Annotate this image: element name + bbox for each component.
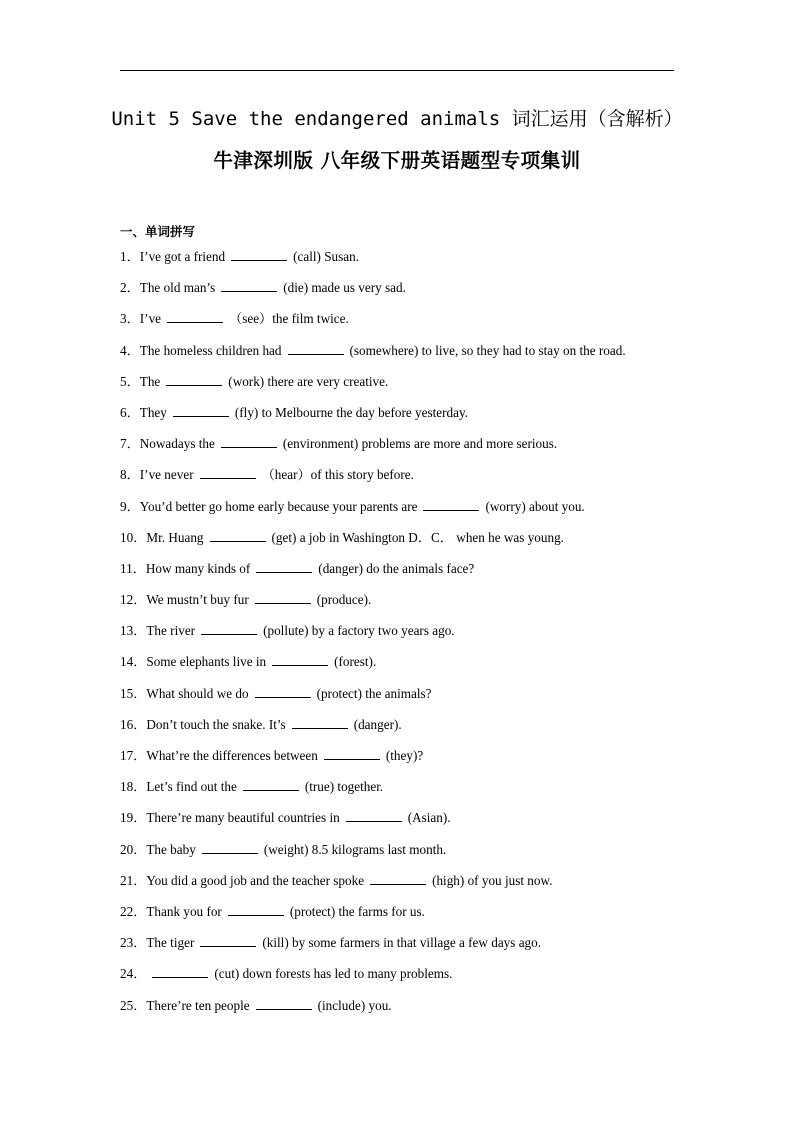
item-number: 8． [120, 467, 140, 483]
answer-blank[interactable] [166, 373, 222, 386]
item-text-before: The baby [146, 841, 196, 857]
item-text-before: We mustn’t buy fur [146, 592, 249, 608]
item-text-before: Don’t touch the snake. It’s [146, 716, 286, 732]
item-number: 6． [120, 404, 140, 420]
exercise-item [120, 310, 680, 341]
item-text-before: There’re ten people [146, 997, 250, 1013]
item-text-after: (danger). [353, 716, 402, 732]
exercise-item [120, 498, 680, 529]
exercise-item [120, 903, 680, 934]
item-text-before: What should we do [146, 685, 249, 701]
item-number: 18． [120, 779, 147, 795]
exercise-item [120, 529, 680, 560]
item-text-after: (cut) down forests has led to many problems. [214, 966, 453, 982]
item-text-before: I’ve got a friend [139, 249, 226, 264]
exercise-item [120, 560, 680, 591]
item-number: 24． [120, 966, 147, 982]
answer-blank[interactable] [221, 435, 277, 448]
answer-blank[interactable] [256, 997, 312, 1010]
exercise-item [120, 279, 680, 310]
answer-blank[interactable] [167, 310, 223, 323]
item-text-before: The river [146, 623, 196, 639]
item-text-after: (die) made us very sad. [283, 280, 406, 296]
item-number: 20． [120, 841, 147, 857]
section-heading: 一、单词拼写 [120, 224, 196, 239]
exercise-item [120, 653, 680, 684]
answer-blank[interactable] [201, 622, 257, 635]
answer-blank[interactable] [173, 404, 229, 417]
answer-blank[interactable] [200, 466, 256, 479]
item-text-before: The old man’s [139, 280, 216, 296]
item-number: 7． [120, 436, 140, 452]
item-text-after: (pollute) by a factory two years ago. [263, 623, 455, 639]
item-text-before: What’re the differences between [146, 748, 318, 763]
item-text-after: (work) there are very creative. [228, 373, 389, 389]
item-number: 17． [120, 748, 147, 763]
answer-blank[interactable] [272, 653, 328, 666]
answer-blank[interactable] [231, 248, 287, 261]
item-text-after: (somewhere) to live, so they had to stay on the road. [349, 342, 626, 358]
item-number: 25． [120, 997, 147, 1013]
answer-blank[interactable] [228, 903, 284, 916]
exercise-item [120, 809, 680, 840]
item-text-after: (they)? [385, 748, 424, 763]
exercise-item [120, 965, 680, 996]
item-text-before: Mr. Huang [146, 529, 204, 545]
exercise-item [120, 591, 680, 622]
item-number: 13． [120, 623, 147, 639]
answer-blank[interactable] [202, 841, 258, 854]
answer-blank[interactable] [255, 685, 311, 698]
item-number: 19． [120, 810, 147, 826]
item-text-after: (get) a job in Washington D．C． when he was young. [271, 529, 564, 545]
answer-blank[interactable] [423, 498, 479, 511]
item-text-before: The tiger [146, 935, 195, 951]
item-text-before: How many kinds of [145, 560, 251, 576]
item-text-before: There’re many beautiful countries in [146, 810, 340, 826]
item-text-after: (environment) problems are more and more serious. [282, 436, 558, 452]
exercise-item [120, 342, 680, 373]
item-text-after: （see）the film twice. [229, 311, 349, 327]
item-number: 16． [120, 716, 147, 732]
item-number: 23． [120, 935, 147, 951]
item-text-after: (high) of you just now. [432, 872, 553, 888]
item-number: 14． [120, 654, 147, 670]
exercise-item [120, 622, 680, 653]
document-subtitle: 牛津深圳版 八年级下册英语题型专项集训 [213, 149, 581, 172]
item-number: 5． [120, 373, 140, 389]
item-text-before: The homeless children had [139, 342, 282, 358]
exercise-item [120, 997, 680, 1028]
item-text-before: Some elephants live in [146, 654, 267, 670]
exercise-item [120, 934, 680, 965]
item-text-after: (kill) by some farmers in that village a few days ago. [262, 935, 542, 951]
item-text-after: (produce). [316, 592, 372, 608]
item-text-before: I’ve never [139, 467, 194, 483]
item-number: 1． [120, 249, 140, 264]
answer-blank[interactable] [152, 965, 208, 978]
item-text-after: (Asian). [407, 810, 451, 826]
item-number: 15． [120, 685, 147, 701]
item-number: 3． [120, 311, 140, 327]
exercise-item [120, 685, 680, 716]
item-number: 9． [120, 498, 140, 514]
item-number: 21． [120, 872, 147, 888]
answer-blank[interactable] [346, 809, 402, 822]
item-text-before: You did a good job and the teacher spoke [146, 872, 365, 888]
item-text-after: (true) together. [304, 779, 384, 795]
item-number: 4． [120, 342, 140, 358]
exercise-list [120, 248, 680, 1028]
exercise-item [120, 466, 680, 497]
answer-blank[interactable] [221, 279, 277, 292]
exercise-item [120, 778, 680, 809]
item-text-after: (call) Susan. [293, 249, 360, 264]
exercise-item [120, 373, 680, 404]
answer-blank[interactable] [255, 591, 311, 604]
exercise-item [120, 841, 680, 872]
item-text-before: I’ve [139, 311, 162, 327]
item-text-before: The [139, 373, 161, 389]
item-text-after: （hear）of this story before. [261, 467, 414, 483]
answer-blank[interactable] [370, 872, 426, 885]
answer-blank[interactable] [292, 716, 348, 729]
item-text-after: (danger) do the animals face? [318, 560, 475, 576]
item-text-after: (fly) to Melbourne the day before yesterday. [234, 404, 469, 420]
item-text-after: (include) you. [317, 997, 392, 1013]
answer-blank[interactable] [324, 747, 380, 760]
item-number: 11． [120, 560, 146, 576]
item-number: 12． [120, 592, 147, 608]
answer-blank[interactable] [256, 560, 312, 573]
item-text-after: (protect) the animals? [316, 685, 432, 701]
document-title: Unit 5 Save the endangered animals 词汇运用（含解析） [111, 108, 683, 130]
exercise-item [120, 747, 680, 778]
item-text-after: (worry) about you. [485, 498, 585, 514]
item-text-after: (protect) the farms for us. [289, 903, 425, 919]
item-text-after: (weight) 8.5 kilograms last month. [263, 841, 447, 857]
exercise-item [120, 404, 680, 435]
item-text-before: Nowadays the [139, 436, 215, 452]
item-text-before: Thank you for [146, 903, 222, 919]
item-number: 10． [120, 529, 147, 545]
answer-blank[interactable] [200, 934, 256, 947]
item-text-before: Let’s find out the [146, 779, 237, 795]
item-number: 2． [120, 280, 140, 296]
exercise-item [120, 716, 680, 747]
exercise-item [120, 435, 680, 466]
header-rule [120, 70, 674, 71]
item-text-before: You’d better go home early because your parents are [139, 498, 418, 514]
item-text-after: (forest). [334, 654, 377, 670]
exercise-item [120, 872, 680, 903]
answer-blank[interactable] [210, 529, 266, 542]
item-number: 22． [120, 903, 147, 919]
answer-blank[interactable] [243, 778, 299, 791]
item-text-before: They [139, 404, 167, 420]
answer-blank[interactable] [288, 342, 344, 355]
exercise-item [120, 248, 680, 279]
